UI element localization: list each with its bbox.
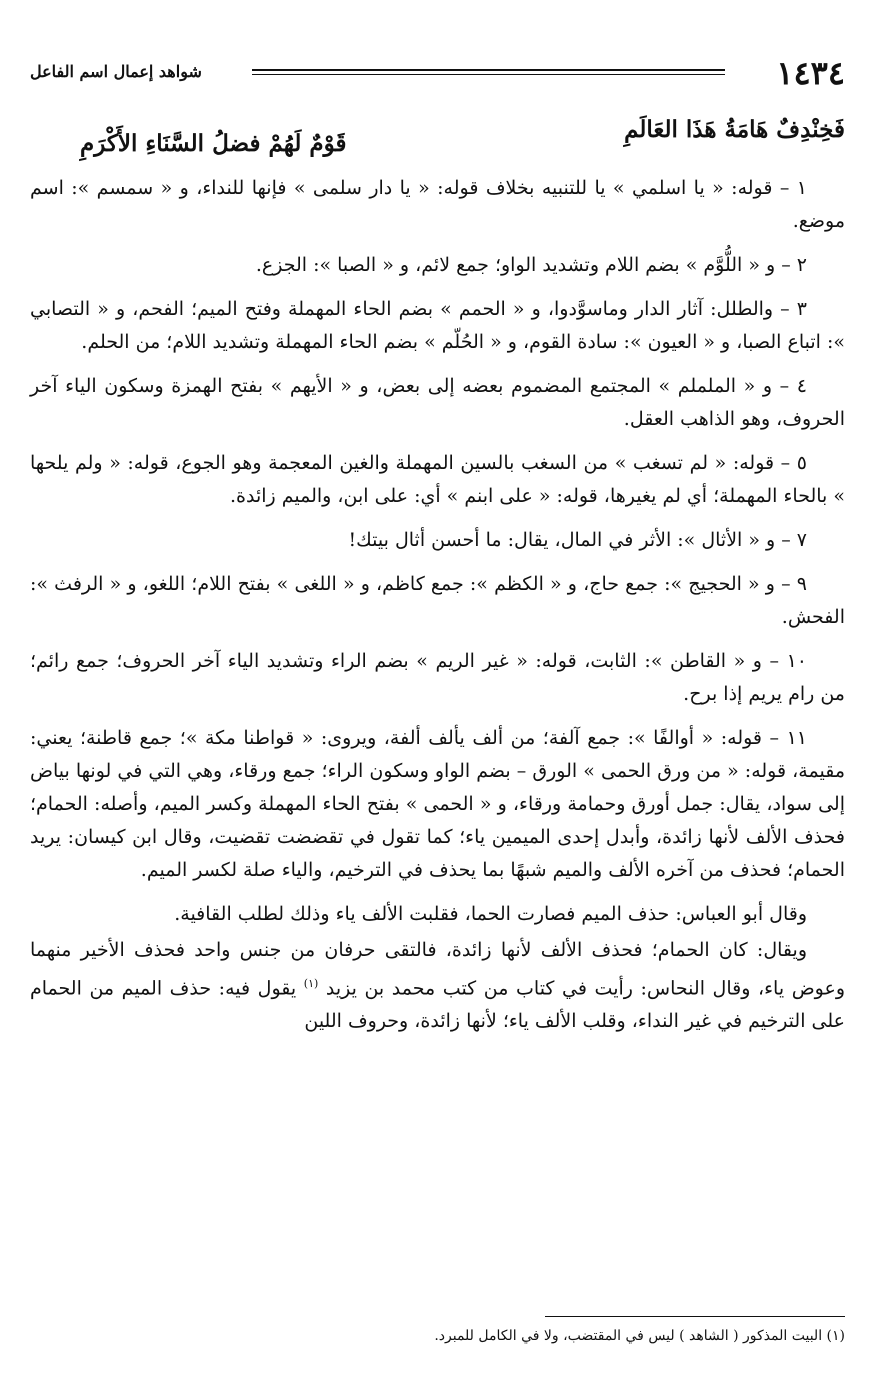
note-paragraph: ٧ – و « الأثال »: الأثر في المال، يقال: ما أحسن أثال بيتك! — [348, 529, 807, 551]
verse-first-hemistich: فَخِنْدِفٌ هَامَةُ هَذَا العَالَمِ — [624, 116, 845, 143]
note-paragraph: ٤ – و « الململم » المجتمع المضموم بعضه إلى بعض، و « الأيهم » بفتح الهمزة وسكون الياء آخر الحروف، وهو الذاهب العقل. — [30, 375, 845, 430]
footnote-reference[interactable]: (١) — [303, 977, 319, 990]
verse-second-hemistich: قَوْمٌ لَهُمْ فضلُ السَّنَاءِ الأَكْرَمِ — [80, 130, 347, 157]
note-paragraph: ١٠ – و « القاطن »: الثابت، قوله: « غير الريم » بضم الراء وتشديد الياء آخر الحروف؛ جمع رائم؛ من رام يريم إذا برح. — [30, 650, 845, 705]
note-paragraph: ١ – قوله: « يا اسلمي » يا للتنبيه بخلاف قوله: « يا دار سلمى » فإنها للنداء، و « سمسم »: اسم موضع. — [30, 177, 845, 232]
footnote-separator — [545, 1316, 845, 1317]
note-paragraph: ٥ – قوله: « لم تسغب » من السغب بالسين المهملة والغين المعجمة وهو الجوع، قوله: « ولم يلحها » بالحاء المهملة؛ أي لم يغيرها، قوله: « على ابنم » أي: على ابن، والميم زائدة. — [30, 452, 845, 507]
note-paragraph: وقال أبو العباس: حذف الميم فصارت الحما، فقلبت الألف ياء وذلك لطلب القافية. — [174, 903, 807, 925]
paragraph-text: يقول فيه: حذف الميم من الحمام على الترخيم في غير النداء، وقلب الألف ياء؛ لأنها زائدة، وحروف اللين — [30, 977, 845, 1033]
page-number: ١٤٣٤ — [776, 54, 845, 92]
paragraph-text: ويقال: كان الحمام؛ فحذف الألف لأنها زائدة، فالتقى حرفان من جنس واحد فحذف الأخير منهما وعوض ياء، وقال النحاس: رأيت في كتاب من كتب محمد بن يزيد — [30, 939, 846, 1000]
note-paragraph: ٩ – و « الحجيج »: جمع حاج، و « الكظم »: جمع كاظم، و « اللغى » بفتح اللام؛ اللغو، و « الرفث »: الفحش. — [30, 573, 845, 628]
note-paragraph: ٣ – والطلل: آثار الدار وماسوَّدوا، و « الحمم » بضم الحاء المهملة وفتح الميم؛ الفحم، و « التصابي »: اتباع الصبا، و « العيون »: سادة القوم، و « الحُلّم » بضم الحاء المهملة وتشديد اللام؛ من الحلم. — [30, 298, 845, 353]
note-paragraph-last — [30, 934, 845, 1038]
note-paragraph: ٢ – و « اللُّوَّم » بضم اللام وتشديد الواو؛ جمع لائم، و « الصبا »: الجزع. — [255, 254, 807, 276]
page-header — [30, 56, 845, 96]
header-rule — [252, 69, 725, 75]
footnote: (١) البيت المذكور ( الشاهد ) ليس في المقتضب، ولا في الكامل للمبرد. — [434, 1328, 845, 1344]
commentary-text — [30, 172, 845, 1041]
running-title: شواهد إعمال اسم الفاعل — [30, 62, 202, 81]
poetry-verse — [80, 112, 845, 170]
note-paragraph: ١١ – قوله: « أوالفًا »: جمع آلفة؛ من ألف يألف ألفة، ويروى: « قواطنا مكة »؛ جمع قاطنة؛ يعني: مقيمة، قوله: « من ورق الحمى » الورق – بضم الواو وسكون الراء؛ جمع ورقاء، وهي التي في لونها بياض إلى سواد، يقال: جمل أورق وحمامة ورقاء، و « الحمى » بفتح الحاء المهملة وكسر الميم، وأصله: الحمام؛ فحذف الألف لأنها زائدة، وأبدل إحدى الميمين ياء؛ كما تقول في تقضضت تقضيت، وقال ابن كيسان: يريد الحمام؛ فحذف من آخره الألف والميم شبهًا بما يحذف في الترخيم، والياء صلة لكسر الميم. — [30, 727, 845, 881]
